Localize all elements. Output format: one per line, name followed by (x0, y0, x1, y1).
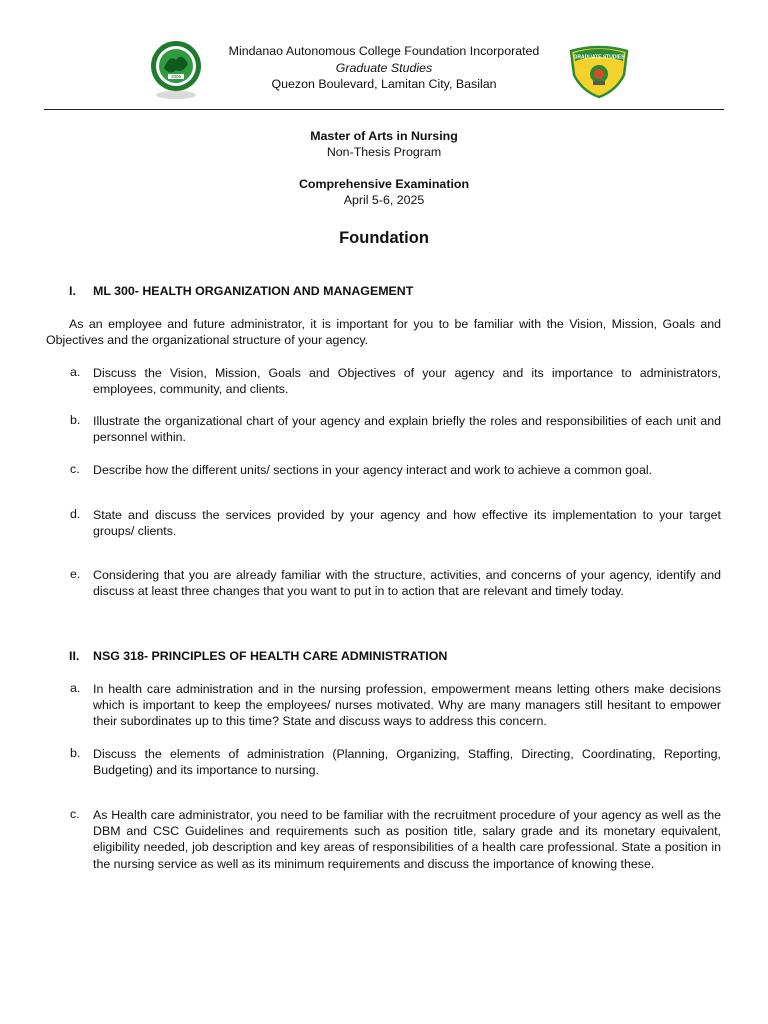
institution-name: Mindanao Autonomous College Foundation Incorporated (228, 44, 540, 58)
section-2-numeral: II. (69, 649, 80, 663)
program-title: Master of Arts in Nursing (310, 129, 458, 143)
badge-text: GRADUATE STUDIES (573, 54, 625, 61)
section-2-title: NSG 318- PRINCIPLES OF HEALTH CARE ADMINISTRATION (93, 649, 448, 663)
section-1-item-d-letter: d. (70, 507, 81, 521)
section-1-item-a-text: Discuss the Vision, Mission, Goals and Objectives of your agency and its importance to administrators, employees, community, and clients. (93, 366, 721, 397)
department-name: Graduate Studies (335, 61, 433, 75)
section-1-item-e-text: Considering that you are already familiar with the structure, activities, and concerns of your agency, identify and discuss at least three changes that you want to put in to action that are relevant and timely today. (93, 568, 721, 599)
section-1-item-c-text: Describe how the different units/ sections in your agency interact and work to achieve a common goal. (93, 463, 653, 477)
section-2-item-a-letter: a. (70, 681, 81, 695)
exam-date: April 5-6, 2025 (343, 193, 425, 207)
section-1-item-e-letter: e. (70, 567, 81, 581)
section-1-item-a-letter: a. (70, 365, 81, 379)
program-subtitle: Non-Thesis Program (326, 145, 442, 159)
section-1-item-b-text: Illustrate the organizational chart of your agency and explain briefly the roles and responsibilities of each unit and personnel within. (93, 414, 721, 445)
section-1-item-c-letter: c. (70, 462, 80, 476)
header-divider (44, 109, 724, 110)
section-2-item-b-text: Discuss the elements of administration (Planning, Organizing, Staffing, Directing, Coordinating, Reporting, Budgeting) and its importance to nursing. (93, 747, 721, 778)
section-1-title: ML 300- HEALTH ORGANIZATION AND MANAGEMENT (93, 284, 414, 298)
section-2-item-c-text: As Health care administrator, you need to be familiar with the recruitment procedure of your agency as well as the DBM and CSC Guidelines and requirements such as position title, salary grade and its monetary equivalent, eligibility needed, job description and key areas of responsibilities of a health care professional. State a position in the nursing service as well as its minimum requirements and discuss the importance of knowing these. (93, 808, 721, 871)
section-1-numeral: I. (69, 284, 76, 298)
section-2-item-a-text: In health care administration and in the nursing profession, empowerment means letting others make decisions which is important to keep the employees/ nurses motivated. Why are many managers still hesitant to empower their subordinates up to this time? State and discuss ways to address this concern. (93, 682, 721, 729)
institution-address: Quezon Boulevard, Lamitan City, Basilan (271, 77, 497, 91)
page-heading: Foundation (339, 229, 429, 247)
seal-year-text: 2006 (170, 74, 182, 80)
section-1-item-b-letter: b. (70, 413, 81, 427)
section-2-item-b-letter: b. (70, 746, 81, 760)
section-1-item-d-text: State and discuss the services provided by your agency and how effective its implementation to your target groups/ clients. (93, 508, 721, 539)
exam-title: Comprehensive Examination (298, 177, 470, 191)
section-2-item-c-letter: c. (70, 807, 80, 821)
section-1-intro: As an employee and future administrator, it is important for you to be familiar with the Vision, Mission, Goals and Objectives and the organizational structure of your agency. (46, 317, 721, 348)
